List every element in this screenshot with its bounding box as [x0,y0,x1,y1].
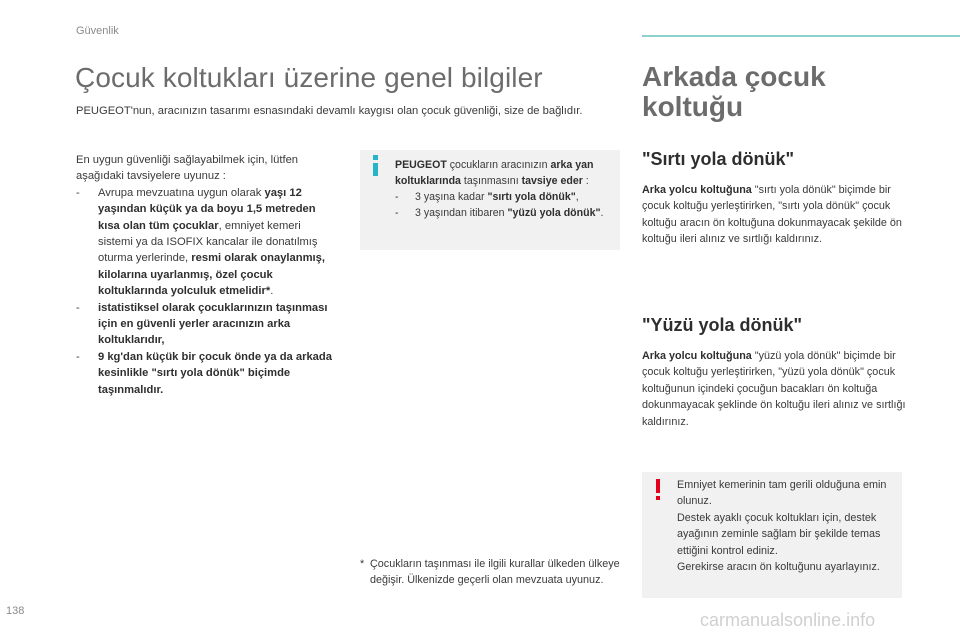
warning-line: Destek ayaklı çocuk koltukları için, destek ayağının zeminle sağlam bir şekilde temas ettiğini kontrol ediniz. [677,511,881,557]
advice-item [76,300,336,349]
info-fragment: . [600,207,604,219]
page-title-left: Çocuk koltukları üzerine genel bilgiler [75,62,543,93]
info-item [395,205,615,221]
watermark: carmanualsonline.info [700,610,876,630]
advice-item [76,185,336,300]
advice-item [76,349,336,398]
advice-intro: En uygun güvenliği sağlayabilmek için, lütfen aşağıdaki tavsiyelere uyunuz : [76,154,299,183]
footnote-text: Çocukların taşınması ile ilgili kurallar ülkeden ülkeye değişir. Ülkenizde geçerli olan mevzuata uyunuz. [370,558,620,587]
forward-facing-paragraph [642,348,907,430]
list-dash: - [395,191,399,203]
advice-text: . [270,285,274,298]
advice-text: , emniyet kemeri sistemi ya da ISOFIX kancalar ile donatılmış oturma yerlerinde, [98,219,318,265]
advice-bold: istatistiksel olarak çocuklarınızın taşınması için en güvenli yerler aracınızın arka koltuklarıdır, [98,301,328,347]
advice-bold: yaşı 12 yaşından küçük ya da boyu 1,5 metreden kısa olan tüm çocuklar [98,186,316,232]
list-dash: - [76,186,80,199]
heading-rear-facing: "Sırtı yola dönük" [642,149,795,169]
info-bold: arka yan koltuklarında [395,159,594,187]
paragraph-bold: Arka yolcu koltuğuna [642,184,752,196]
info-fragment: , [575,191,579,203]
warning-text [677,477,895,575]
heading-forward-facing: "Yüzü yola dönük" [642,315,803,335]
warning-box [642,472,902,598]
warning-line: Gerekirse aracın ön koltuğunu ayarlayınız. [677,561,880,574]
info-fragment: taşınmasını [460,175,522,187]
footnote-star: * [360,558,365,570]
paragraph-text: "yüzü yola dönük" biçimde bir çocuk koltuğu yerleştirirken, "yüzü yola dönük" çocuk koltuğunun içindeki çocuğun bacakları ön koltuğa dokunmayacak şeklinde ön koltuğu ileri alınız ve sırtlığı kaldırınız. [642,350,906,428]
list-dash: - [395,207,399,219]
advice-bold: 9 kg'dan küçük bir çocuk önde ya da arkada kesinlikle "sırtı yola dönük" biçimde taşınmalıdır. [98,350,332,396]
paragraph-text: "sırtı yola dönük" biçimde bir çocuk koltuğu yerleştirirken, "sırtı yola dönük" çocuk koltuğu aracın ön koltuğuna dokunmayacak şekilde ön koltuğu ileri alınız ve sırtlığı kaldırınız. [642,184,902,246]
list-dash: - [76,301,80,314]
list-dash: - [76,350,80,363]
info-icon [370,155,384,177]
info-item [395,189,615,205]
brand-name: PEUGEOT [395,159,447,171]
paragraph-bold: Arka yolcu koltuğuna [642,350,752,362]
page-title-right: Arkada çocuk koltuğu [642,61,826,122]
info-box [360,150,620,250]
info-fragment: 3 yaşına kadar [415,191,488,203]
header-divider [642,35,960,37]
info-bold: tavsiye eder [521,175,583,187]
intro-paragraph: PEUGEOT'nun, aracınızın tasarımı esnasındaki devamlı kaygısı olan çocuk güvenliği, size de bağlıdır. [76,105,583,117]
warning-icon [654,479,664,501]
advice-text: Avrupa mevzuatına uygun olarak [98,186,262,199]
footnote [360,556,625,589]
info-bold: "sırtı yola dönük" [487,191,576,203]
info-text [395,157,615,221]
warning-line: Emniyet kemerinin tam gerili olduğuna emin olunuz. [677,479,887,508]
rear-facing-paragraph [642,182,907,248]
section-header: Güvenlik [76,25,119,37]
info-fragment: : [582,175,589,187]
advice-list [76,152,336,398]
info-bold: "yüzü yola dönük" [507,207,601,219]
info-fragment: 3 yaşından itibaren [415,207,508,219]
info-fragment: çocukların aracınızın [446,159,551,171]
page-number: 138 [6,605,25,617]
advice-bold: resmi olarak onaylanmış, kilolarına uyarlanmış, özel çocuk koltuklarında yolculuk etmelidir* [98,252,325,298]
